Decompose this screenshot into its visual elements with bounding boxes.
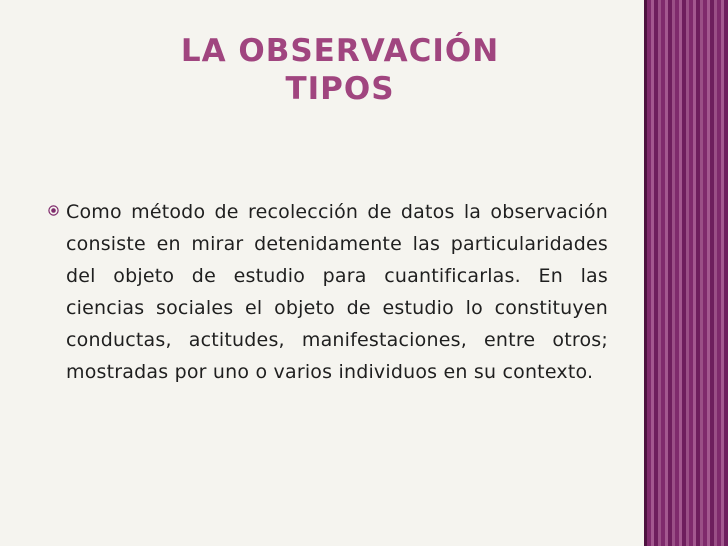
bullet-text: Como método de recolección de datos la observación consiste en mirar detenidamente las particularidades del objeto de estudio para cuantificarlas. En las ciencias sociales el objeto de estudio lo constituyen conductas, actitudes, manifestaciones, entre otros; mostradas por uno o varios individuos en su contexto. (66, 201, 608, 383)
bullet-item (48, 196, 608, 388)
circle-bullet-icon (48, 205, 59, 216)
side-decoration-stripes (647, 0, 728, 546)
bullet-list (48, 196, 608, 388)
slide-title-line-1: LA OBSERVACIÓN (180, 33, 500, 69)
slide-title (120, 32, 560, 108)
slide-title-line-2: TIPOS (285, 71, 395, 107)
